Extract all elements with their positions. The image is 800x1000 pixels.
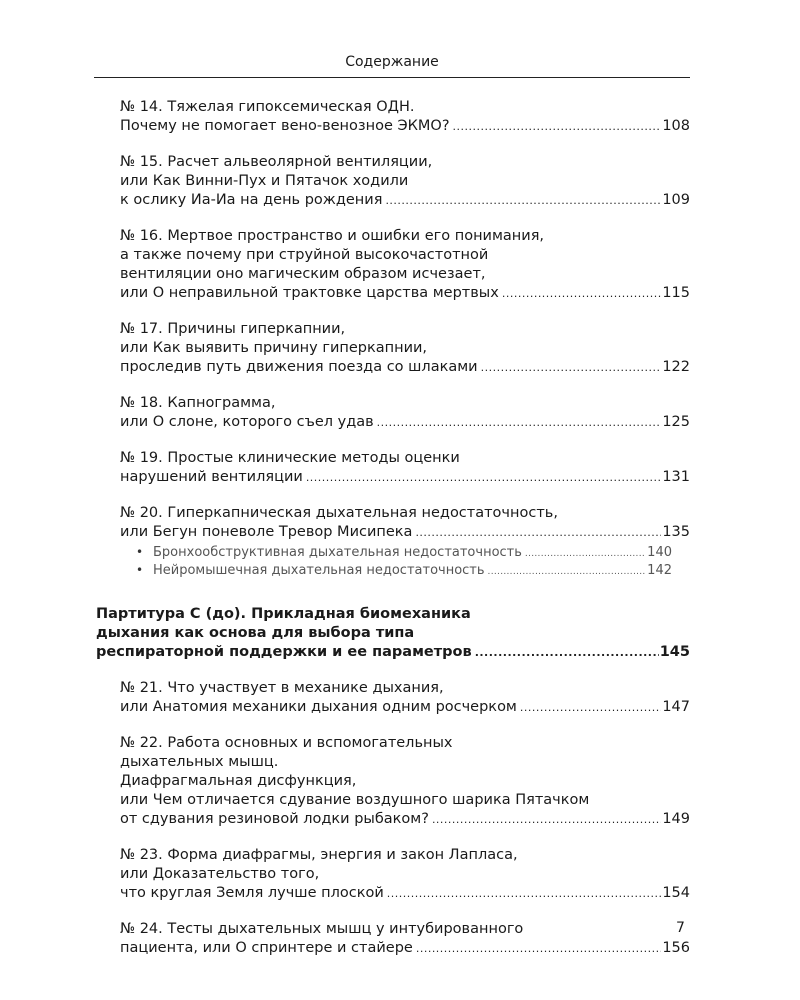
dot-leader: [377, 413, 662, 432]
toc-entry[interactable]: [0, 227, 800, 303]
toc-entry-last-line: [0, 810, 690, 829]
toc-entry-line: вентиляции оно магическим образом исчезает,: [120, 266, 486, 282]
subtopic-list: [0, 543, 800, 579]
toc-entry-page: 131: [662, 469, 690, 485]
toc-entry-last-line: [0, 698, 690, 717]
toc-entry-line: № 17. Причины гиперкапнии,: [120, 321, 346, 337]
dot-leader: [520, 698, 661, 717]
toc-entry[interactable]: [0, 153, 800, 210]
toc-entry[interactable]: [0, 98, 800, 136]
dot-leader: [475, 643, 659, 662]
toc-entry-last-line: [0, 358, 690, 377]
toc-entry-line: № 21. Что участвует в механике дыхания,: [120, 680, 444, 696]
toc-entry-text: нарушений вентиляции: [120, 469, 303, 485]
toc-entry-page: 149: [662, 811, 690, 827]
toc-entry-text: что круглая Земля лучше плоской: [120, 885, 384, 901]
toc-section-heading[interactable]: [0, 605, 800, 662]
toc-entry[interactable]: [0, 504, 800, 579]
toc-entry-line: дыхательных мышц.: [120, 754, 279, 770]
toc-entry-text: или Бегун поневоле Тревор Мисипека: [120, 524, 413, 540]
section-title-last-line: [0, 643, 690, 662]
bullet-icon: •: [136, 545, 144, 559]
toc-entry-last-line: [0, 884, 690, 903]
toc-entry-last-line: [0, 117, 690, 136]
subtopic-text: Бронхообструктивная дыхательная недостаточность: [153, 545, 522, 560]
toc-entry[interactable]: [0, 449, 800, 487]
dot-leader: [432, 810, 661, 829]
dot-leader: [416, 939, 661, 958]
toc-entry-page: 135: [662, 524, 690, 540]
toc-entry-line: или Чем отличается сдувание воздушного шарика Пятачком: [120, 792, 590, 808]
toc-entry-line: № 23. Форма диафрагмы, энергия и закон Лапласа,: [120, 847, 518, 863]
toc-entry-page: 109: [662, 192, 690, 208]
toc-entry-text: от сдувания резиновой лодки рыбаком?: [120, 811, 429, 827]
toc-entry-line: Диафрагмальная дисфункция,: [120, 773, 357, 789]
toc-entry-page: 125: [662, 414, 690, 430]
toc-entry-text: или О неправильной трактовке царства мертвых: [120, 285, 499, 301]
toc-entry-text: проследив путь движения поезда со шлаками: [120, 359, 478, 375]
subtopic-item[interactable]: [0, 543, 672, 561]
toc-entry-text: или Анатомия механики дыхания одним росчерком: [120, 699, 517, 715]
dot-leader: [385, 191, 661, 210]
toc-entry-line: № 16. Мертвое пространство и ошибки его понимания,: [120, 228, 545, 244]
toc-entry[interactable]: [0, 846, 800, 903]
dot-leader: [488, 563, 646, 581]
toc-entry-line: № 20. Гиперкапническая дыхательная недостаточность,: [120, 505, 558, 521]
toc-entry-line: № 24. Тесты дыхательных мышц у интубированного: [120, 921, 524, 937]
toc-entry-last-line: [0, 939, 690, 958]
toc-entry-line: № 14. Тяжелая гипоксемическая ОДН.: [120, 99, 415, 115]
toc-entry-text: к ослику Иа-Иа на день рождения: [120, 192, 383, 208]
section-title-line: Партитура С (до). Прикладная биомеханика: [96, 606, 471, 622]
toc-entry-page: 154: [662, 885, 690, 901]
running-header: Содержание: [94, 54, 690, 78]
toc-entry-line: № 18. Капнограмма,: [120, 395, 276, 411]
dot-leader: [387, 884, 662, 903]
toc-entry-last-line: [0, 413, 690, 432]
toc-entry-line: или Как выявить причину гиперкапнии,: [120, 340, 428, 356]
toc-entry-last-line: [0, 284, 690, 303]
dot-leader: [481, 358, 662, 377]
toc-entry[interactable]: [0, 679, 800, 717]
section-page-number: 145: [659, 644, 690, 660]
toc-entry-text: пациента, или О спринтере и стайере: [120, 940, 413, 956]
dot-leader: [415, 523, 661, 542]
toc-entry-page: 156: [662, 940, 690, 956]
toc-group-b: [0, 679, 800, 958]
bullet-icon: •: [136, 563, 144, 577]
dot-leader: [502, 284, 661, 303]
subtopic-page: 142: [647, 563, 672, 578]
toc-entry-line: а также почему при струйной высокочастотной: [120, 247, 489, 263]
toc-entry-page: 122: [662, 359, 690, 375]
toc-entry-page: 115: [662, 285, 690, 301]
section-title-line: дыхания как основа для выбора типа: [96, 625, 415, 641]
toc-entry-line: № 22. Работа основных и вспомогательных: [120, 735, 453, 751]
toc-entry[interactable]: [0, 734, 800, 829]
toc-entry-last-line: [0, 191, 690, 210]
subtopic-item[interactable]: [0, 561, 672, 579]
subtopic-text: Нейромышечная дыхательная недостаточность: [153, 563, 485, 578]
section-title-text: респираторной поддержки и ее параметров: [96, 644, 472, 660]
toc-entry-last-line: [0, 523, 690, 542]
toc-entry[interactable]: [0, 394, 800, 432]
dot-leader: [525, 545, 645, 563]
toc-entry-page: 147: [662, 699, 690, 715]
toc-entry-line: или Доказательство того,: [120, 866, 320, 882]
toc-entry-page: 108: [662, 118, 690, 134]
subtopic-page: 140: [647, 545, 672, 560]
toc-entry-line: или Как Винни-Пух и Пятачок ходили: [120, 173, 409, 189]
dot-leader: [306, 468, 662, 487]
toc-entry-line: № 15. Расчет альвеолярной вентиляции,: [120, 154, 433, 170]
toc-entry-text: или О слоне, которого съел удав: [120, 414, 374, 430]
table-of-contents: [0, 98, 800, 975]
toc-entry-line: № 19. Простые клинические методы оценки: [120, 450, 460, 466]
page-number: 7: [676, 920, 685, 936]
toc-entry-text: Почему не помогает вено-венозное ЭКМО?: [120, 118, 450, 134]
dot-leader: [453, 117, 662, 136]
toc-group-a: [0, 98, 800, 579]
toc-entry[interactable]: [0, 320, 800, 377]
toc-entry-last-line: [0, 468, 690, 487]
